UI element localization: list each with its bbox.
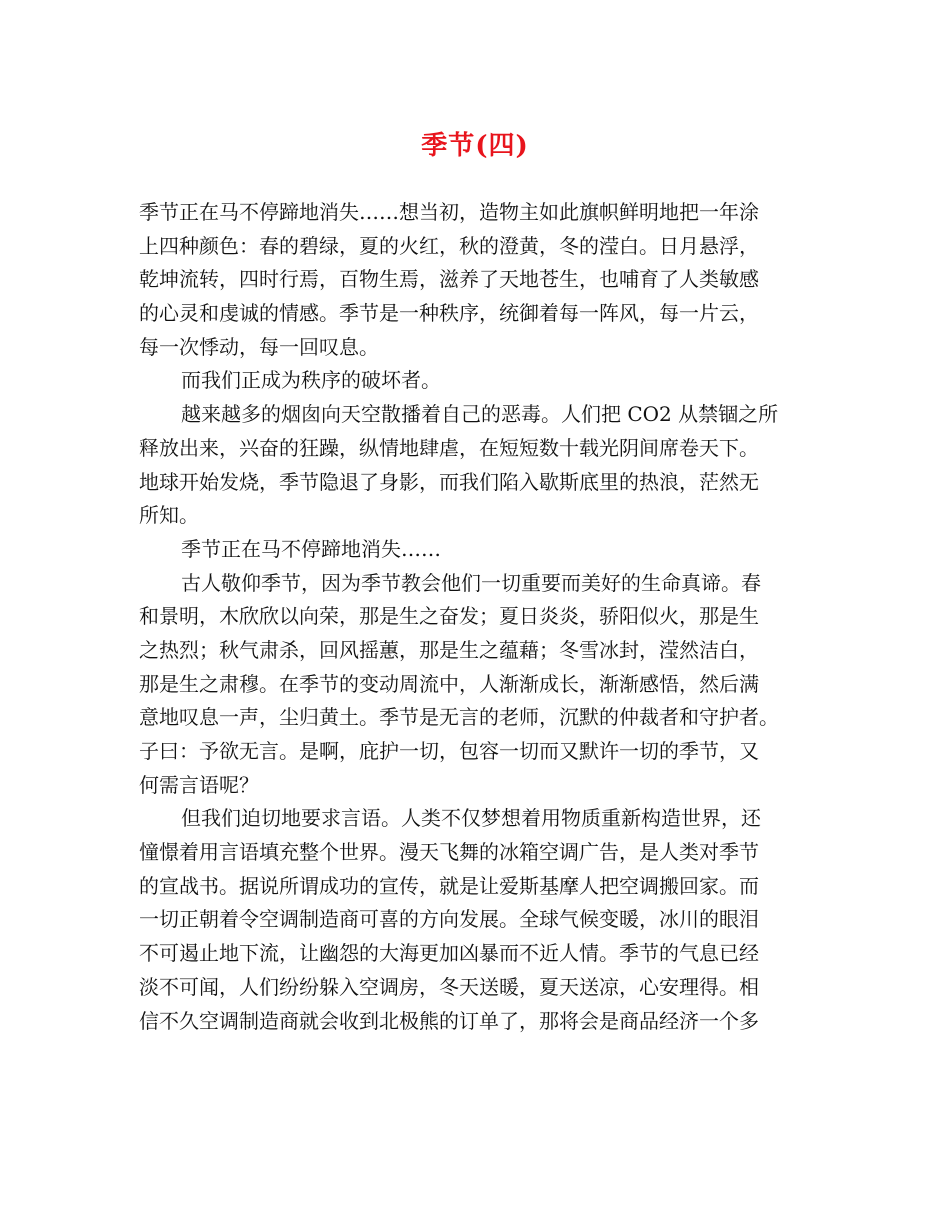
text-line: 之热烈；秋气肃杀，回风摇蕙，那是生之蕴藉；冬雪冰封，滢然洁白， (139, 637, 759, 662)
document-title: 季节(四) (421, 131, 529, 161)
text-line: 季节正在马不停蹄地消失…… (181, 536, 441, 561)
text-line: 憧憬着用言语填充整个世界。漫天飞舞的冰箱空调广告，是人类对季节 (139, 840, 759, 865)
text-line: 但我们迫切地要求言语。人类不仅梦想着用物质重新构造世界，还 (181, 806, 761, 831)
text-line: 古人敬仰季节，因为季节教会他们一切重要而美好的生命真谛。春 (181, 570, 761, 595)
text-line: 每一次悸动，每一回叹息。 (139, 334, 379, 359)
text-line: 意地叹息一声，尘归黄土。季节是无言的老师，沉默的仲裁者和守护者。 (139, 705, 779, 730)
text-line: 越来越多的烟囱向天空散播着自己的恶毒。人们把 CO2 从禁锢之所 (181, 402, 779, 427)
text-line: 地球开始发烧，季节隐退了身影，而我们陷入歇斯底里的热浪，茫然无 (139, 469, 759, 494)
body-text (139, 196, 829, 1038)
text-line: 何需言语呢？ (139, 772, 259, 797)
text-line: 淡不可闻，人们纷纷躲入空调房，冬天送暖，夏天送凉，心安理得。相 (139, 974, 759, 999)
text-line: 的宣战书。据说所谓成功的宣传，就是让爱斯基摩人把空调搬回家。而 (139, 873, 759, 898)
text-line: 而我们正成为秩序的破坏者。 (181, 368, 441, 393)
text-line: 一切正朝着令空调制造商可喜的方向发展。全球气候变暖，冰川的眼泪 (139, 907, 759, 932)
text-line: 季节正在马不停蹄地消失……想当初，造物主如此旗帜鲜明地把一年涂 (139, 200, 759, 224)
text-line: 不可遏止地下流，让幽怨的大海更加凶暴而不近人情。季节的气息已经 (139, 941, 759, 966)
text-line: 那是生之肃穆。在季节的变动周流中，人渐渐成长，渐渐感悟，然后满 (139, 671, 759, 696)
text-line: 乾坤流转，四时行焉，百物生焉，滋养了天地苍生，也哺育了人类敏感 (139, 267, 759, 292)
text-line: 上四种颜色：春的碧绿，夏的火红，秋的澄黄，冬的滢白。日月悬浮， (139, 233, 759, 258)
text-line: 释放出来，兴奋的狂躁，纵情地肆虐，在短短数十载光阴间席卷天下。 (139, 435, 759, 460)
text-line: 信不久空调制造商就会收到北极熊的订单了，那将会是商品经济一个多 (139, 1008, 759, 1033)
text-line: 的心灵和虔诚的情感。季节是一种秩序，统御着每一阵风，每一片云， (139, 301, 759, 326)
text-line: 和景明，木欣欣以向荣，那是生之奋发；夏日炎炎，骄阳似火，那是生 (139, 604, 759, 629)
text-line: 子曰：予欲无言。是啊，庇护一切，包容一切而又默许一切的季节，又 (139, 739, 759, 763)
text-line: 所知。 (139, 503, 199, 528)
